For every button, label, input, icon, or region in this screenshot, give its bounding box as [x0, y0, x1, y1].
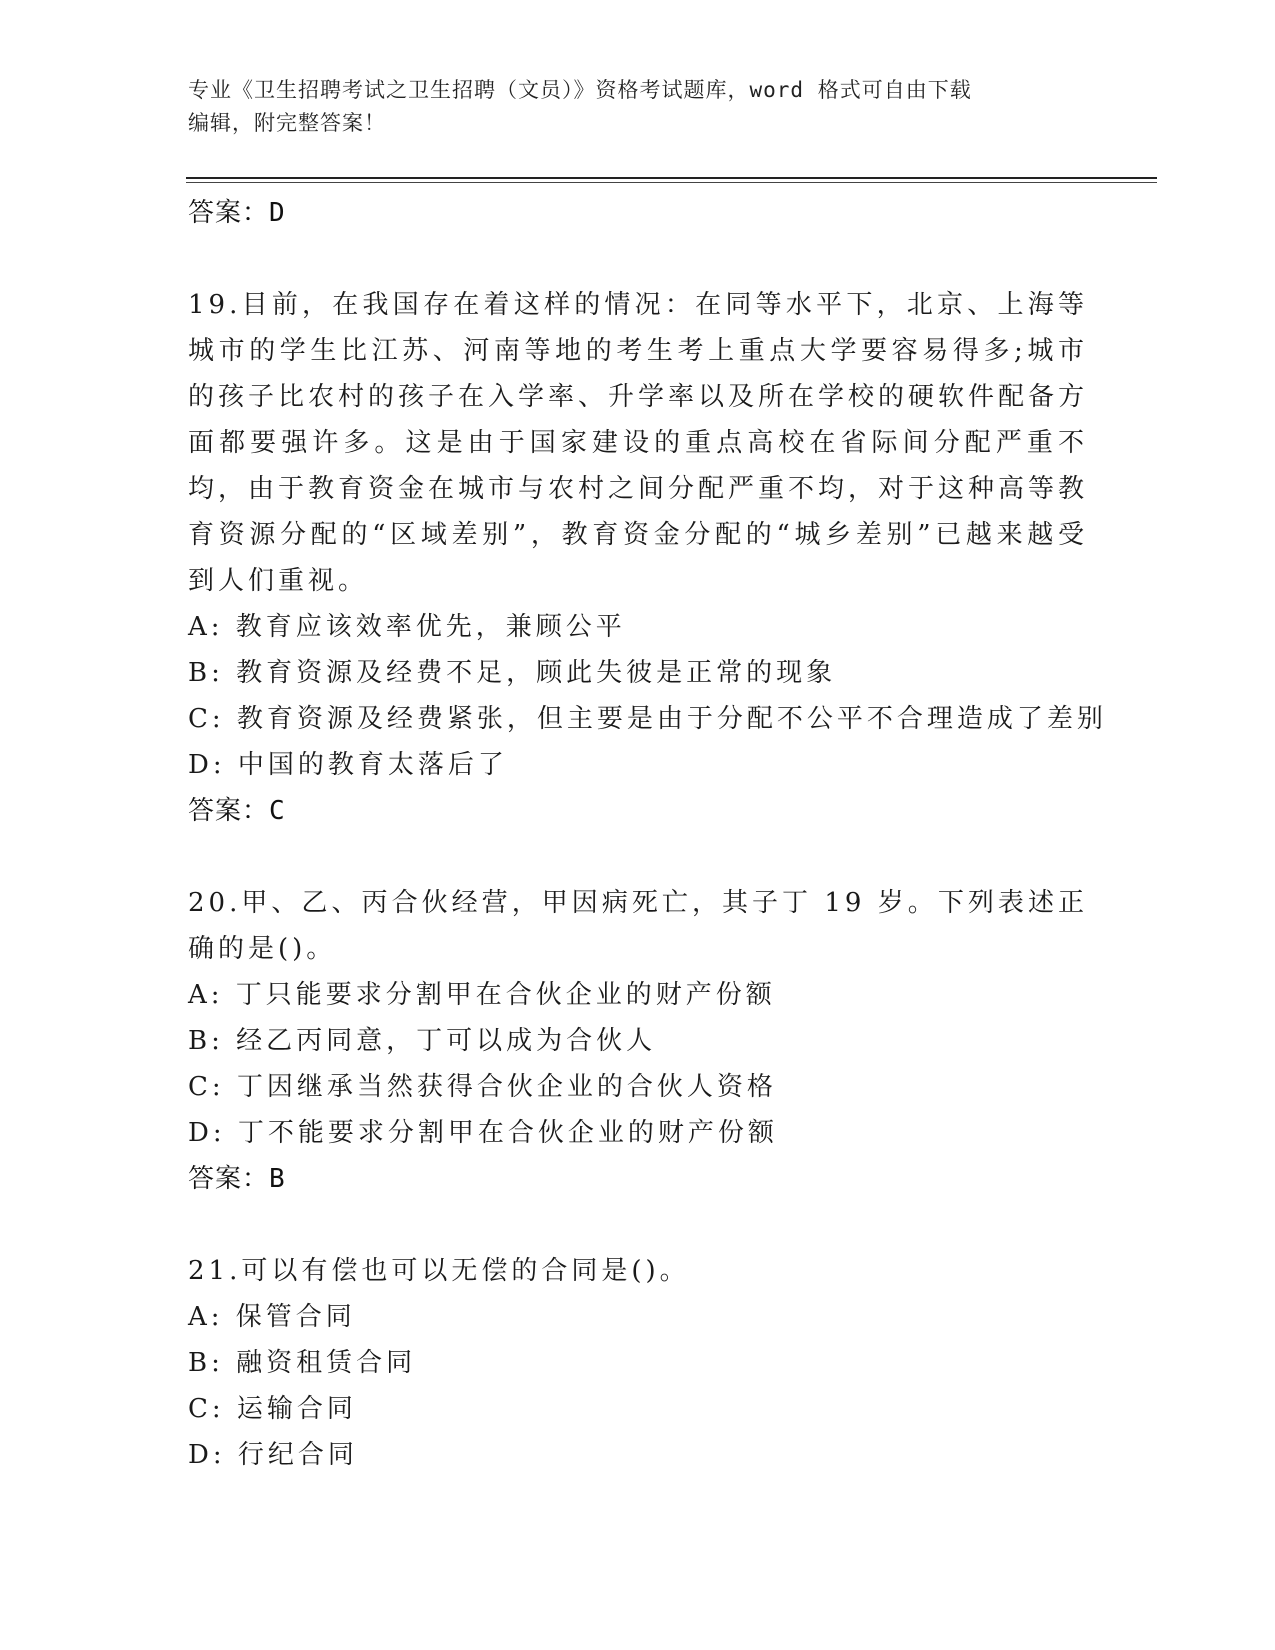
answer-label: 答案： [188, 198, 270, 228]
question-stem: 20.甲、乙、丙合伙经营，甲因病死亡，其子丁 19 岁。下列表述正确的是()。 [188, 888, 1088, 964]
document-header [188, 74, 1088, 140]
answer-line-19 [188, 788, 1088, 834]
answer-value: D [269, 198, 286, 228]
header-rule-thick [186, 177, 1157, 179]
answer-label: 答案： [188, 796, 270, 826]
question-20 [188, 880, 1088, 1156]
option-d: D: 中国的教育太落后了 [188, 750, 508, 780]
option-c: C: 教育资源及经费紧张，但主要是由于分配不公平不合理造成了差别 [188, 704, 1107, 734]
answer-line-prev [188, 190, 1088, 236]
spacer [188, 236, 1088, 282]
option-a: A: 教育应该效率优先，兼顾公平 [188, 612, 626, 642]
spacer [188, 1202, 1088, 1248]
answer-value: C [269, 796, 286, 826]
header-line-2: 编辑，附完整答案！ [188, 111, 386, 135]
answer-value: B [269, 1164, 286, 1194]
document-body [188, 190, 1107, 1478]
question-21 [188, 1248, 1088, 1478]
question-stem: 19.目前，在我国存在着这样的情况：在同等水平下，北京、上海等城市的学生比江苏、河南等地的考生考上重点大学要容易得多;城市的孩子比农村的孩子在入学率、升学率以及所在学校的硬软件配备方面都要强许多。这是由于国家建设的重点高校在省际间分配严重不均，由于教育资金在城市与农村之间分配严重不均，对于这种高等教育资源分配的“区域差别”，教育资金分配的“城乡差别”已越来越受到人们重视。 [188, 290, 1089, 596]
answer-label: 答案： [188, 1164, 270, 1194]
question-19 [188, 282, 1107, 788]
option-d: D: 行纪合同 [188, 1440, 358, 1470]
option-a: A: 丁只能要求分割甲在合伙企业的财产份额 [188, 980, 776, 1010]
question-stem: 21.可以有偿也可以无偿的合同是()。 [188, 1256, 690, 1286]
option-d: D: 丁不能要求分割甲在合伙企业的财产份额 [188, 1118, 778, 1148]
option-a: A: 保管合同 [188, 1302, 356, 1332]
answer-line-20 [188, 1156, 1088, 1202]
header-line-1: 专业《卫生招聘考试之卫生招聘（文员）》资格考试题库，word 格式可自由下载 [188, 78, 972, 102]
header-rule-thin [186, 182, 1157, 183]
option-b: B: 教育资源及经费不足，顾此失彼是正常的现象 [188, 658, 837, 688]
option-c: C: 丁因继承当然获得合伙企业的合伙人资格 [188, 1072, 777, 1102]
option-b: B: 融资租赁合同 [188, 1348, 417, 1378]
spacer [188, 834, 1088, 880]
option-b: B: 经乙丙同意，丁可以成为合伙人 [188, 1026, 657, 1056]
option-c: C: 运输合同 [188, 1394, 357, 1424]
